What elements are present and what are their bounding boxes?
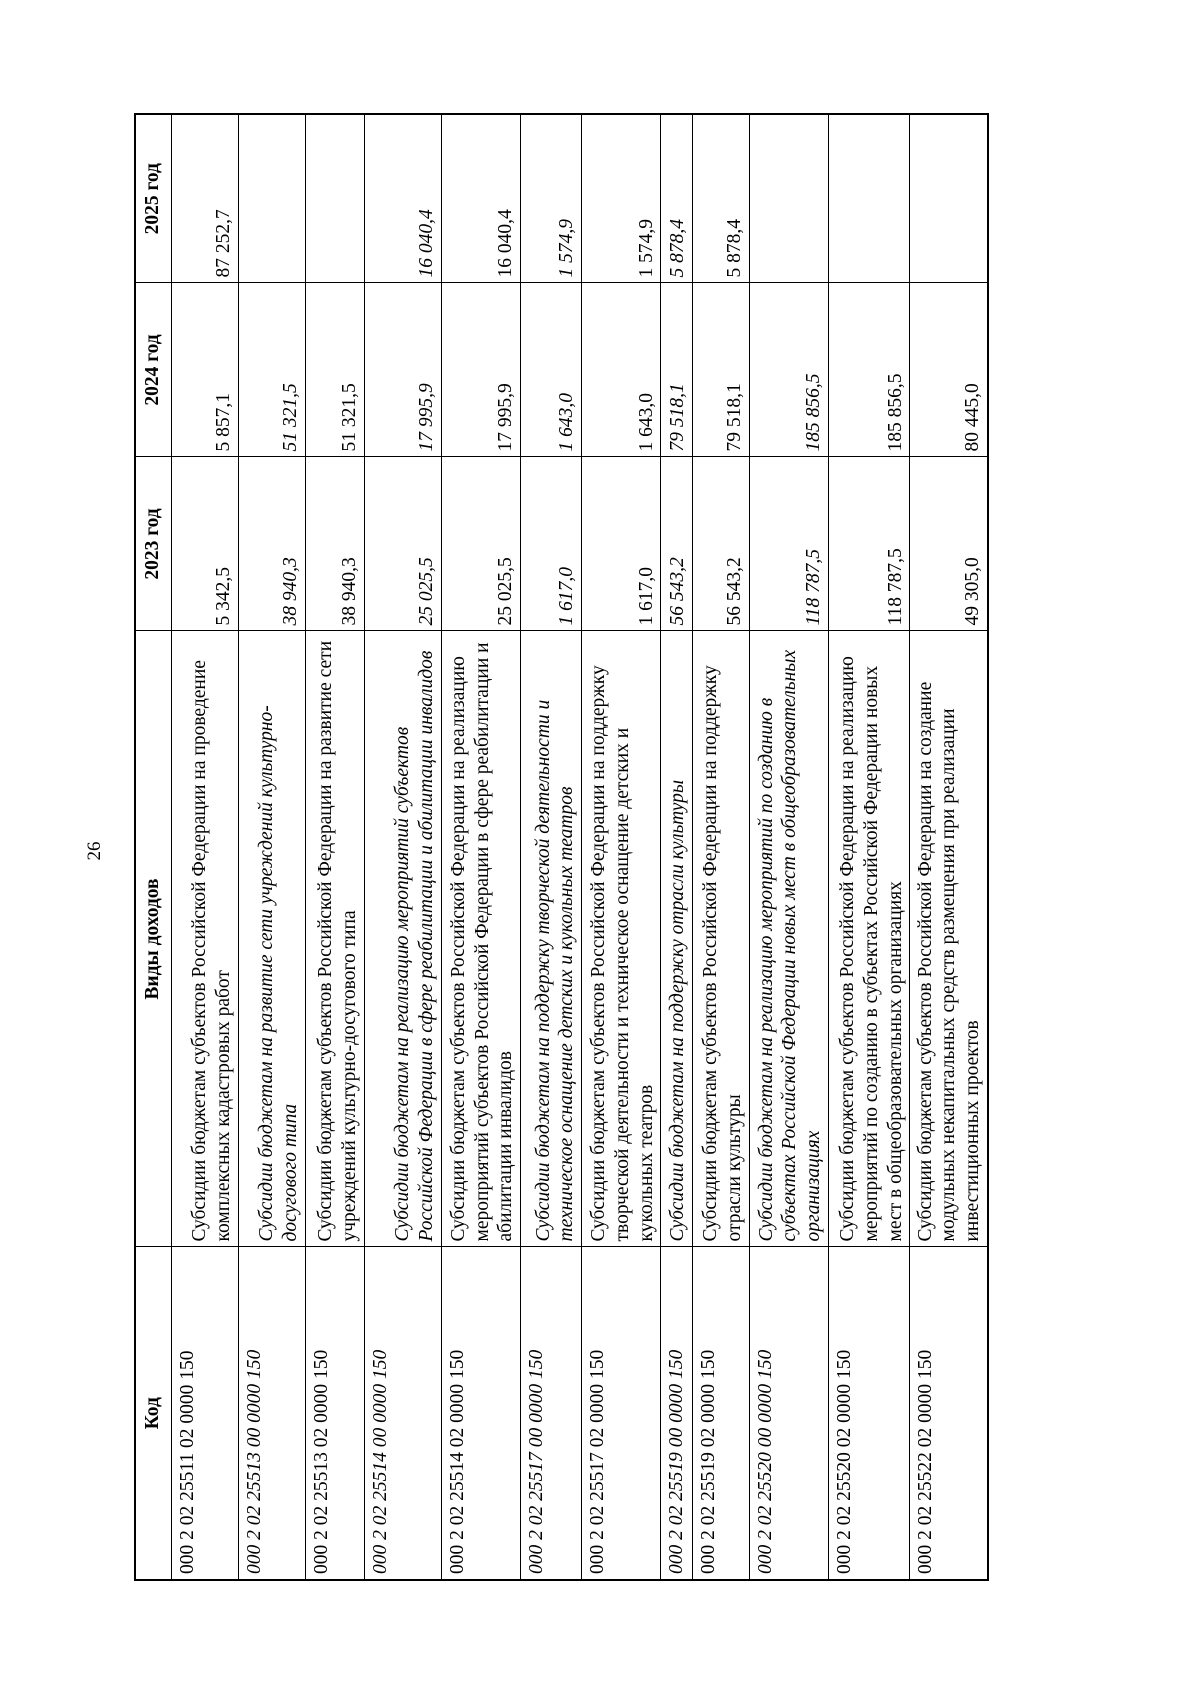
row-value-2023: 118 787,5	[749, 457, 828, 631]
row-code: 000 2 02 25511 02 0000 150	[171, 1247, 238, 1580]
row-value-2023: 25 025,5	[364, 457, 441, 631]
row-value-2025	[910, 114, 988, 283]
row-code: 000 2 02 25519 00 0000 150	[661, 1247, 692, 1580]
row-value-2023: 56 543,2	[661, 457, 692, 631]
page-number: 26	[84, 841, 105, 861]
row-value-2023: 5 342,5	[171, 457, 238, 631]
row-value-2024: 51 321,5	[305, 283, 364, 457]
table-row	[910, 114, 988, 1580]
row-name: Субсидии бюджетам субъектов Российской Федерации на проведение комплексных кадастровых работ	[171, 631, 238, 1247]
row-value-2025: 1 574,9	[521, 114, 582, 283]
table-row	[238, 114, 305, 1580]
row-value-2024: 185 856,5	[828, 283, 909, 457]
row-value-2024: 1 643,0	[582, 283, 661, 457]
row-code: 000 2 02 25514 00 0000 150	[364, 1247, 441, 1580]
row-value-2024: 79 518,1	[692, 283, 749, 457]
row-value-2024: 5 857,1	[171, 283, 238, 457]
row-name: Субсидии бюджетам на реализацию мероприятий субъектов Российской Федерации в сфере реабилитации и абилитации инвалидов	[364, 631, 441, 1247]
header-2023: 2023 год	[135, 457, 171, 631]
row-value-2024: 17 995,9	[441, 283, 520, 457]
row-name: Субсидии бюджетам на поддержку отрасли культуры	[661, 631, 692, 1247]
row-name: Субсидии бюджетам субъектов Российской Федерации на создание модульных некапитальных средств размещения при реализации инвестиционных проектов	[910, 631, 988, 1247]
row-name: Субсидии бюджетам субъектов Российской Федерации на реализацию мероприятий субъектов Российской Федерации в сфере реабилитации и абилитации инвалидов	[441, 631, 520, 1247]
table-wrapper	[134, 115, 989, 1581]
row-name: Субсидии бюджетам субъектов Российской Федерации на реализацию мероприятий по созданию в субъектах Российской Федерации новых мест в общеобразовательных организациях	[828, 631, 909, 1247]
header-code: Код	[135, 1247, 171, 1580]
row-value-2025: 1 574,9	[582, 114, 661, 283]
table-row	[692, 114, 749, 1580]
row-name: Субсидии бюджетам на развитие сети учреждений культурно-досугового типа	[238, 631, 305, 1247]
row-value-2024: 17 995,9	[364, 283, 441, 457]
row-code: 000 2 02 25520 00 0000 150	[749, 1247, 828, 1580]
table-row	[661, 114, 692, 1580]
row-value-2023: 25 025,5	[441, 457, 520, 631]
row-value-2023: 1 617,0	[521, 457, 582, 631]
row-value-2023: 1 617,0	[582, 457, 661, 631]
table-row	[749, 114, 828, 1580]
table-row	[305, 114, 364, 1580]
table-row	[521, 114, 582, 1580]
table-row	[441, 114, 520, 1580]
row-value-2023: 38 940,3	[238, 457, 305, 631]
row-value-2025	[828, 114, 909, 283]
row-code: 000 2 02 25519 02 0000 150	[692, 1247, 749, 1580]
header-name: Виды доходов	[135, 631, 171, 1247]
table-row	[582, 114, 661, 1580]
row-value-2024: 185 856,5	[749, 283, 828, 457]
row-value-2025: 5 878,4	[661, 114, 692, 283]
row-value-2023: 118 787,5	[828, 457, 909, 631]
header-row	[135, 114, 171, 1580]
table-row	[828, 114, 909, 1580]
row-name: Субсидии бюджетам субъектов Российской Федерации на поддержку творческой деятельности и техническое оснащение детских и кукольных театров	[582, 631, 661, 1247]
row-code: 000 2 02 25517 02 0000 150	[582, 1247, 661, 1580]
row-value-2024: 79 518,1	[661, 283, 692, 457]
row-name: Субсидии бюджетам субъектов Российской Федерации на развитие сети учреждений культурно-досугового типа	[305, 631, 364, 1247]
row-value-2025: 16 040,4	[364, 114, 441, 283]
row-value-2024: 51 321,5	[238, 283, 305, 457]
row-value-2025	[238, 114, 305, 283]
row-code: 000 2 02 25513 00 0000 150	[238, 1247, 305, 1580]
row-code: 000 2 02 25520 02 0000 150	[828, 1247, 909, 1580]
row-name: Субсидии бюджетам на поддержку творческой деятельности и техническое оснащение детских и кукольных театров	[521, 631, 582, 1247]
row-value-2023: 56 543,2	[692, 457, 749, 631]
row-code: 000 2 02 25517 00 0000 150	[521, 1247, 582, 1580]
header-2025: 2025 год	[135, 114, 171, 283]
row-name: Субсидии бюджетам субъектов Российской Федерации на поддержку отрасли культуры	[692, 631, 749, 1247]
row-value-2025: 16 040,4	[441, 114, 520, 283]
row-code: 000 2 02 25513 02 0000 150	[305, 1247, 364, 1580]
row-value-2025: 87 252,7	[171, 114, 238, 283]
table-row	[364, 114, 441, 1580]
row-code: 000 2 02 25514 02 0000 150	[441, 1247, 520, 1580]
row-value-2023: 38 940,3	[305, 457, 364, 631]
table-row	[171, 114, 238, 1580]
income-table	[134, 113, 989, 1581]
row-name: Субсидии бюджетам на реализацию мероприятий по созданию в субъектах Российской Федерации новых мест в общеобразовательных организациях	[749, 631, 828, 1247]
row-value-2024: 80 445,0	[910, 283, 988, 457]
rotated-table-area	[134, 115, 989, 1581]
row-value-2024: 1 643,0	[521, 283, 582, 457]
row-value-2023: 49 305,0	[910, 457, 988, 631]
header-2024: 2024 год	[135, 283, 171, 457]
row-value-2025: 5 878,4	[692, 114, 749, 283]
row-value-2025	[305, 114, 364, 283]
row-value-2025	[749, 114, 828, 283]
row-code: 000 2 02 25522 02 0000 150	[910, 1247, 988, 1580]
